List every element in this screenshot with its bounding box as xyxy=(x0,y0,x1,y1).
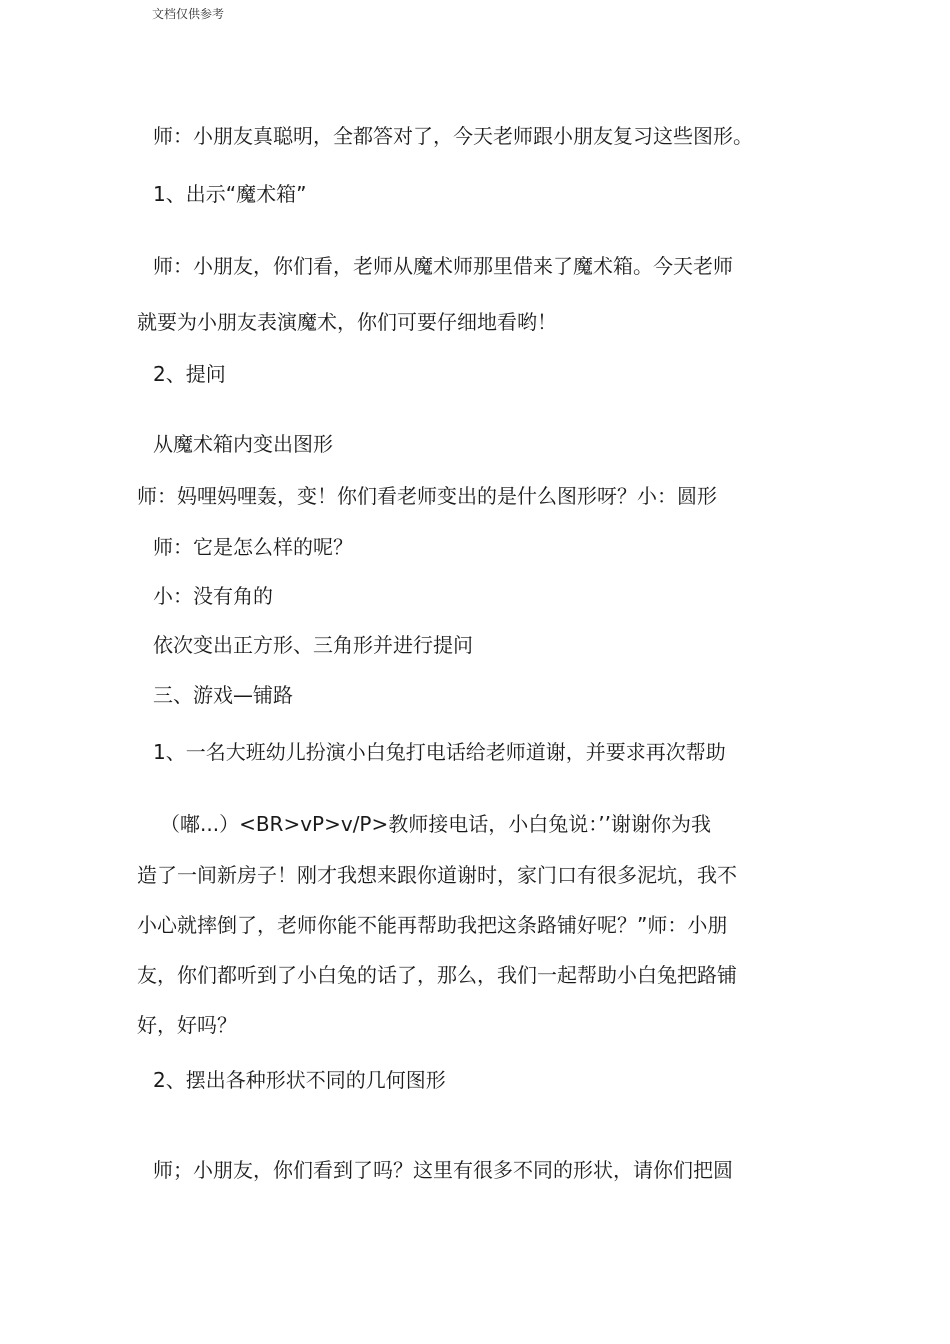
paragraph-line: 依次变出正方形、三角形并进行提问 xyxy=(153,633,473,657)
paragraph-line: 好，好吗？ xyxy=(137,1013,237,1037)
paragraph-line: 师：小朋友，你们看，老师从魔术师那里借来了魔术箱。今天老师 xyxy=(153,254,733,278)
paragraph-line: 就要为小朋友表演魔术，你们可要仔细地看哟！ xyxy=(137,310,557,334)
paragraph-line: 小心就摔倒了，老师你能不能再帮助我把这条路铺好呢？”师：小朋 xyxy=(137,913,728,937)
paragraph-line: 1、出示“魔术箱” xyxy=(153,182,307,206)
paragraph-line: 小：没有角的 xyxy=(153,584,273,608)
paragraph-line: 造了一间新房子！刚才我想来跟你道谢时，家门口有很多泥坑，我不 xyxy=(137,863,737,887)
paragraph-line: 2、摆出各种形状不同的几何图形 xyxy=(153,1068,446,1092)
paragraph-line: 友，你们都听到了小白兔的话了，那么，我们一起帮助小白兔把路铺 xyxy=(137,963,737,987)
paragraph-line: 师：妈哩妈哩轰，变！你们看老师变出的是什么图形呀？小：圆形 xyxy=(137,484,717,508)
paragraph-line: 1、一名大班幼儿扮演小白兔打电话给老师道谢，并要求再次帮助 xyxy=(153,740,726,764)
paragraph-line: 师：它是怎么样的呢？ xyxy=(153,535,353,559)
paragraph-line: 师；小朋友，你们看到了吗？这里有很多不同的形状，请你们把圆 xyxy=(153,1158,733,1182)
header-note: 文档仅供参考 xyxy=(152,7,225,21)
paragraph-line: 从魔术箱内变出图形 xyxy=(153,432,333,456)
paragraph-line: 师：小朋友真聪明，全都答对了，今天老师跟小朋友复习这些图形。 xyxy=(153,124,753,148)
paragraph-line: 2、提问 xyxy=(153,362,226,386)
paragraph-line: 三、游戏—铺路 xyxy=(153,683,293,707)
paragraph-line: （嘟...）<BR>vP>v/P>教师接电话，小白兔说：’’谢谢你为我 xyxy=(160,812,711,836)
